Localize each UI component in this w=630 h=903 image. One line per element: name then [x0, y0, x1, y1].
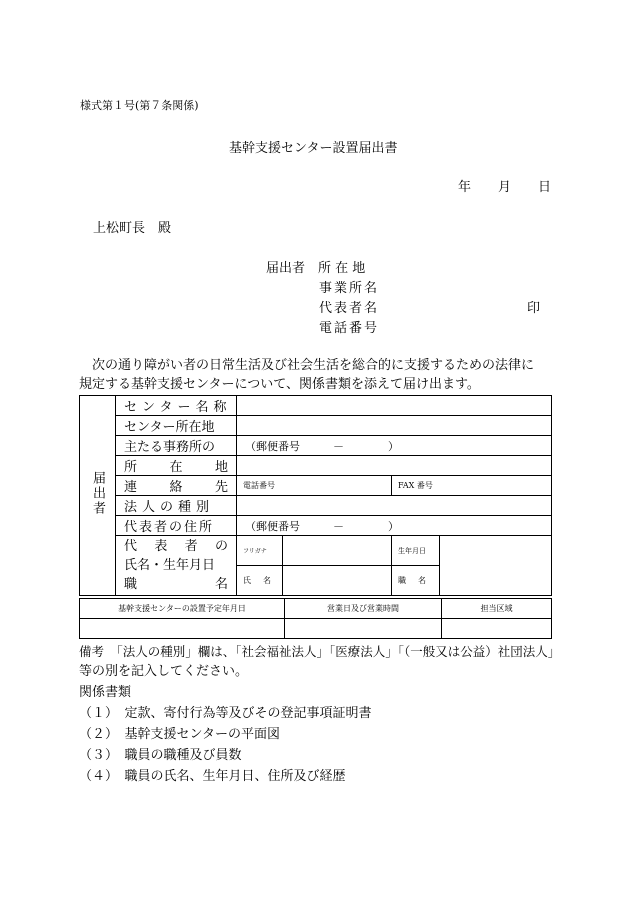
date-year: 年: [458, 180, 472, 195]
footer-col1-value[interactable]: [80, 619, 285, 639]
label-char: 名: [263, 576, 271, 585]
application-table: [79, 395, 552, 596]
footer-col2-value[interactable]: [285, 619, 442, 639]
postal-code-label: （郵便番号 － ）: [245, 439, 399, 453]
related-doc-item: （２） 基幹支援センターの平面図: [79, 727, 280, 742]
footer-col3-value[interactable]: [442, 619, 552, 639]
fax-field[interactable]: [392, 476, 552, 496]
label-char: 名: [418, 576, 426, 585]
note-line-1: 備考 「法人の種別」欄は、「社会福祉法人」「医療法人」「（一般又は公益）社団法人」: [79, 644, 561, 659]
label-char: 連: [124, 480, 138, 495]
center-location-label: センター所在地: [116, 416, 237, 436]
footer-col1-label: 基幹支援センターの設置予定年月日: [80, 599, 285, 619]
phone-label: 電話番号: [243, 481, 275, 490]
center-location-value[interactable]: [237, 416, 552, 436]
applicant-address-label: 所 在 地: [318, 261, 366, 276]
intro-line-2: 規定する基幹支援センターについて、関係書類を添えて届け出ます。: [79, 377, 480, 392]
addressee: 上松町長 殿: [93, 221, 172, 236]
form-number: 様式第１号(第７条関係): [80, 99, 199, 112]
birthdate-value[interactable]: [440, 536, 552, 596]
furigana-label: フリガナ: [237, 536, 283, 566]
rep-address-label: 代表者の住所: [116, 516, 237, 536]
related-doc-item: （４） 職員の氏名、生年月日、住所及び経歴: [79, 769, 346, 784]
main-office-label-line2: [116, 456, 237, 476]
phone-field[interactable]: [237, 476, 392, 496]
label-char: 先: [214, 480, 228, 495]
applicant-office-label: 事業所名: [319, 281, 380, 296]
center-name-value[interactable]: [237, 396, 552, 416]
corp-type-value[interactable]: [237, 496, 552, 516]
related-docs-title: 関係書類: [79, 685, 132, 700]
main-office-postal[interactable]: [237, 436, 552, 456]
document-title: 基幹支援センター設置届出書: [229, 141, 398, 156]
applicant-label: 届出者: [266, 261, 306, 276]
rep-name-label: [116, 536, 237, 596]
seal-mark: 印: [527, 301, 541, 316]
applicant-phone-label: 電話番号: [319, 321, 380, 336]
footer-table: [79, 598, 552, 639]
center-name-label: センター名称: [116, 396, 237, 416]
label-char: 表: [154, 539, 168, 554]
label-char: 在: [169, 460, 183, 475]
footer-col3-label: 担当区域: [442, 599, 552, 619]
contact-label: [116, 476, 237, 496]
postal-code-label: （郵便番号 － ）: [245, 519, 399, 533]
label-char: 名: [214, 577, 228, 592]
applicant-representative-label: 代表者名: [319, 301, 380, 316]
position-label: [392, 566, 440, 596]
footer-col2-label: 営業日及び営業時間: [285, 599, 442, 619]
label-char: 絡: [169, 480, 183, 495]
related-doc-item: （３） 職員の職種及び員数: [79, 748, 242, 763]
side-label: 届出者: [90, 471, 105, 516]
corp-type-label: 法人の種別: [116, 496, 237, 516]
label-char: 所: [124, 460, 138, 475]
rep-address-postal[interactable]: [237, 516, 552, 536]
furigana-value[interactable]: [283, 536, 392, 566]
label-char: 代: [124, 539, 138, 554]
main-office-label-line1: 主たる事務所の: [116, 436, 237, 456]
label-char: の: [214, 539, 228, 554]
note-line-2: 等の別を記入してください。: [79, 664, 249, 679]
main-office-address-value[interactable]: [237, 456, 552, 476]
fax-label: FAX 番号: [398, 481, 433, 490]
date-day: 日: [538, 180, 552, 195]
label-char: 職: [398, 576, 406, 585]
rep-name-label-line2: 氏名・生年月日: [124, 558, 216, 573]
date-month: 月: [498, 180, 512, 195]
name-value[interactable]: [283, 566, 392, 596]
birthdate-label: 生年月日: [392, 536, 440, 566]
intro-line-1: 次の通り障がい者の日常生活及び社会生活を総合的に支援するための法律に: [92, 358, 535, 373]
label-char: 地: [214, 460, 228, 475]
related-doc-item: （１） 定款、寄付行為等及びその登記事項証明書: [79, 706, 372, 721]
label-char: 氏: [243, 576, 251, 585]
label-char: 職: [124, 577, 138, 592]
name-label: [237, 566, 283, 596]
side-label-cell: [80, 396, 116, 596]
label-char: 者: [184, 539, 198, 554]
